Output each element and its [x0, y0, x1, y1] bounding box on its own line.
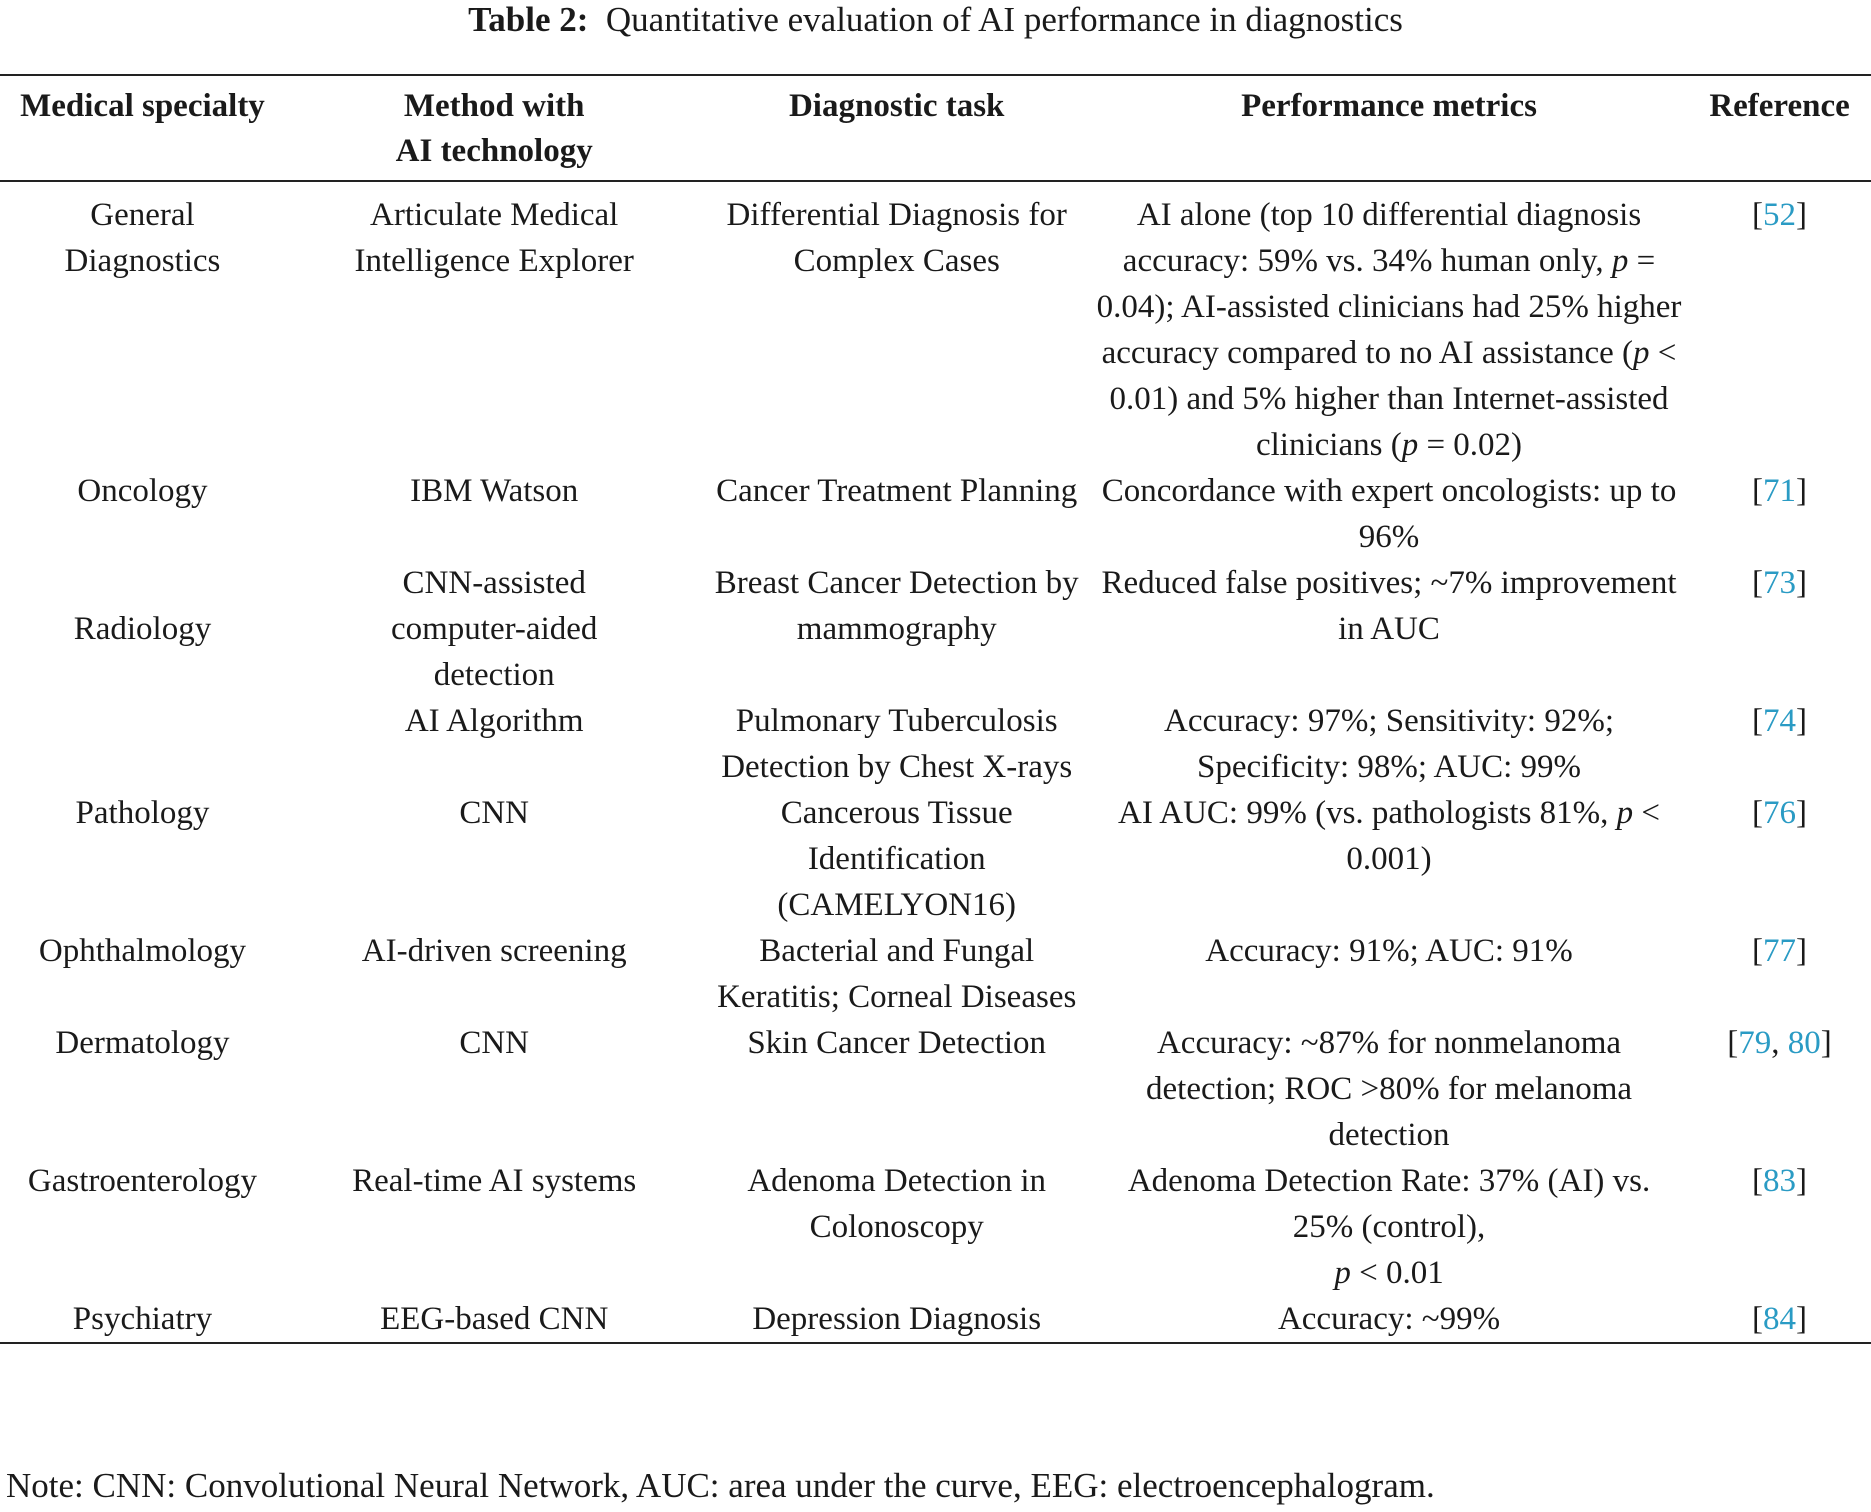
cell-specialty: Ophthalmology	[38, 933, 247, 969]
table-body	[0, 181, 1871, 1343]
header-reference: Reference	[1709, 88, 1850, 124]
metric-text: < 0.01	[1350, 1255, 1444, 1291]
cell-diagnostic-task: Pulmonary Tuberculosis Detection by Chest X-rays	[721, 703, 1073, 785]
table-header-row	[0, 75, 1871, 181]
cell-reference: [77]	[1752, 933, 1808, 969]
cell-reference: [73]	[1752, 565, 1808, 601]
table-row	[0, 181, 1871, 468]
cell-diagnostic-task: Breast Cancer Detection by mammography	[714, 565, 1079, 647]
cell-specialty: Radiology	[73, 611, 212, 647]
reference-link[interactable]: 84	[1763, 1301, 1797, 1337]
cell-reference: [71]	[1752, 473, 1808, 509]
cell-method: Articulate Medical Intelligence Explorer	[354, 197, 634, 279]
cell-specialty: General Diagnostics	[64, 197, 221, 279]
cell-performance-metrics	[1090, 1020, 1688, 1158]
table-row	[0, 1158, 1871, 1296]
table-caption-label: Table 2:	[468, 0, 589, 39]
cell-performance-metrics	[1090, 1296, 1688, 1343]
cell-reference: [83]	[1752, 1163, 1808, 1199]
header-performance-metrics: Performance metrics	[1241, 88, 1537, 124]
cell-diagnostic-task: Cancerous Tissue Identification (CAMELYON16)	[777, 795, 1017, 923]
reference-link[interactable]: 77	[1763, 933, 1797, 969]
reference-link[interactable]: 76	[1763, 795, 1797, 831]
cell-method: CNN-assisted computer-aided detection	[390, 565, 598, 693]
reference-link[interactable]: 83	[1763, 1163, 1797, 1199]
cell-diagnostic-task: Depression Diagnosis	[752, 1301, 1042, 1337]
cell-method: EEG-based CNN	[380, 1301, 609, 1337]
table-note: Note: CNN: Convolutional Neural Network, AUC: area under the curve, EEG: electroencephalogram.	[6, 1466, 1435, 1505]
metric-text: AI AUC: 99% (vs. pathologists 81%,	[1118, 795, 1617, 831]
cell-performance-metrics	[1090, 698, 1688, 790]
header-medical-specialty: Medical specialty	[20, 88, 265, 124]
metric-text: Adenoma Detection Rate: 37% (AI) vs. 25% (control),	[1127, 1163, 1651, 1245]
cell-method: IBM Watson	[410, 473, 579, 509]
cell-specialty: Gastroenterology	[27, 1163, 258, 1199]
metric-text: Accuracy: ~99%	[1277, 1301, 1501, 1337]
metric-p-symbol: p	[1334, 1255, 1351, 1291]
table-row	[0, 790, 1871, 928]
metric-text: Accuracy: 97%; Sensitivity: 92%; Specificity: 98%; AUC: 99%	[1164, 703, 1615, 785]
reference-link[interactable]: 73	[1763, 565, 1797, 601]
cell-performance-metrics	[1090, 790, 1688, 928]
cell-method: CNN	[459, 795, 530, 831]
ai-diagnostics-table	[0, 74, 1871, 1344]
cell-specialty	[0, 698, 285, 790]
reference-link[interactable]: 74	[1763, 703, 1797, 739]
metric-p-symbol: p	[1611, 243, 1629, 279]
cell-method: AI-driven screening	[361, 933, 627, 969]
reference-link[interactable]: 79	[1738, 1025, 1772, 1061]
cell-diagnostic-task: Cancer Treatment Planning	[716, 473, 1078, 509]
cell-performance-metrics	[1090, 1158, 1688, 1296]
cell-method: AI Algorithm	[404, 703, 584, 739]
metric-text: Accuracy: ~87% for nonmelanoma detection; ROC >80% for melanoma detection	[1146, 1025, 1633, 1153]
cell-reference: [79, 80]	[1727, 1025, 1832, 1061]
table-row	[0, 928, 1871, 1020]
cell-specialty: Oncology	[77, 473, 208, 509]
reference-link[interactable]: 71	[1763, 473, 1797, 509]
cell-specialty: Pathology	[75, 795, 210, 831]
metric-text: Accuracy: 91%; AUC: 91%	[1205, 933, 1573, 969]
cell-specialty: Psychiatry	[72, 1301, 213, 1337]
cell-diagnostic-task: Adenoma Detection in Colonoscopy	[747, 1163, 1047, 1245]
metric-text: AI alone (top 10 differential diagnosis accuracy: 59% vs. 34% human only,	[1122, 197, 1642, 279]
metric-text: Reduced false positives; ~7% improvement in AUC	[1101, 565, 1677, 647]
cell-specialty: Dermatology	[55, 1025, 230, 1061]
cell-diagnostic-task: Skin Cancer Detection	[747, 1025, 1047, 1061]
metric-text: < 0.01) and 5% higher than Internet-assisted clinicians (	[1109, 335, 1677, 463]
cell-performance-metrics	[1090, 928, 1688, 1020]
cell-reference: [76]	[1752, 795, 1808, 831]
cell-performance-metrics	[1090, 560, 1688, 698]
table-row	[0, 468, 1871, 560]
metric-p-symbol: p	[1616, 795, 1634, 831]
reference-link[interactable]: 80	[1787, 1025, 1821, 1061]
table-row	[0, 1296, 1871, 1343]
table-row	[0, 698, 1871, 790]
cell-method: CNN	[459, 1025, 530, 1061]
header-method: Method with AI technology	[395, 88, 593, 169]
table-caption	[0, 0, 1871, 42]
cell-reference: [74]	[1752, 703, 1808, 739]
metric-p-symbol: p	[1401, 427, 1419, 463]
cell-method: Real-time AI systems	[352, 1163, 637, 1199]
metric-p-symbol: p	[1633, 335, 1650, 371]
cell-diagnostic-task: Bacterial and Fungal Keratitis; Corneal Diseases	[717, 933, 1077, 1015]
header-diagnostic-task: Diagnostic task	[788, 88, 1005, 124]
cell-reference: [52]	[1752, 197, 1808, 233]
table-row	[0, 560, 1871, 698]
cell-performance-metrics	[1090, 468, 1688, 560]
cell-performance-metrics	[1090, 181, 1688, 468]
reference-link[interactable]: 52	[1763, 197, 1797, 233]
cell-reference: [84]	[1752, 1301, 1808, 1337]
metric-text: = 0.04); AI-assisted clinicians had 25% higher accuracy compared to no AI assistance (	[1096, 243, 1682, 371]
table-caption-text: Quantitative evaluation of AI performance in diagnostics	[605, 0, 1403, 39]
metric-text: < 0.001)	[1346, 795, 1661, 877]
metric-text: Concordance with expert oncologists: up to 96%	[1101, 473, 1677, 555]
cell-diagnostic-task: Differential Diagnosis for Complex Cases	[726, 197, 1067, 279]
metric-text: = 0.02)	[1418, 427, 1523, 463]
table-row	[0, 1020, 1871, 1158]
